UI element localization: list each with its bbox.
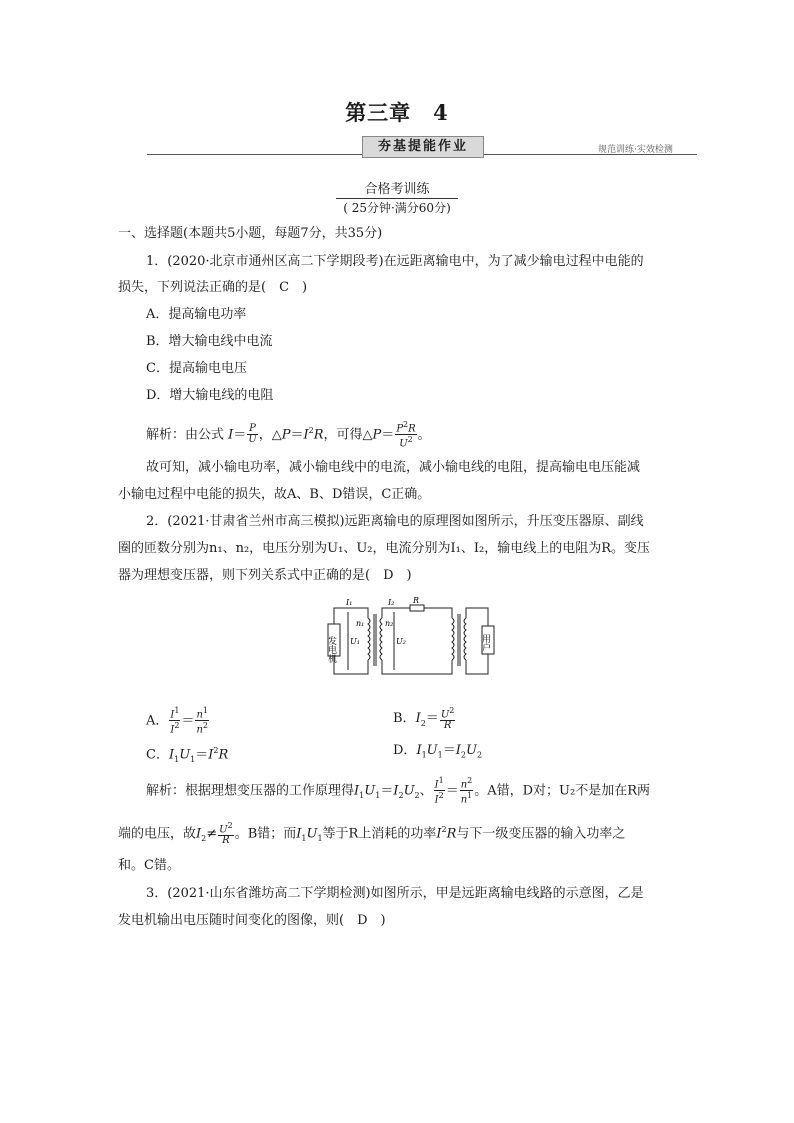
resistor [410, 605, 424, 611]
q3-stem-2: 发电机输出电压随时间变化的图像，则( D ) [118, 913, 386, 928]
q2-analysis-2: 端的电压，故$I_2\ne$ $\frac{U^2}{R}$ 。B错；而$I_1U_1$等于R上消耗的功率$I^2R$与下一级变压器的输入功率之 [118, 821, 626, 847]
q1-conclusion-1: 故可知，减小输电功率，减小输电线中的电流，减小输电线的电阻，提高输电电压能减 [146, 460, 641, 475]
banner: 夯基提能作业 [362, 136, 484, 158]
q1-conclusion-2: 小输电过程中电能的损失，故A、B、D错误，C正确。 [118, 487, 431, 502]
svg-text:用户: 用户 [480, 634, 490, 652]
chapter-title: 第三章 4 [345, 100, 449, 125]
q2-option-c: C．$I_1U_1=I^2R$ [146, 746, 229, 764]
q2-stem-3: 器为理想变压器，则下列关系式中正确的是( D ) [118, 568, 412, 583]
svg-text:U₁: U₁ [350, 637, 360, 646]
svg-text:n₂: n₂ [385, 619, 394, 628]
q1-option-a: A．提高输电功率 [146, 307, 247, 322]
q2-option-a: A． $\frac{I^1}{I^2}$ ＝ $\frac{n^1}{n^2}$ [146, 706, 208, 736]
svg-text:U₂: U₂ [396, 637, 406, 646]
q1-option-c: C．提高输电电压 [146, 361, 247, 376]
svg-text:I₂: I₂ [388, 598, 395, 607]
q3-stem-1: 3．(2021·山东省潍坊高二下学期检测)如图所示，甲是远距离输电线路的示意图，乙是 [146, 886, 644, 901]
part-heading: 一、选择题(本题共5小题，每题7分，共35分) [118, 226, 383, 241]
q1-stem-2: 损失，下列说法正确的是( C ) [118, 280, 308, 295]
svg-text:I₁: I₁ [346, 598, 353, 607]
q1-option-b: B．增大输电线中电流 [146, 334, 273, 349]
q2-option-d: D．$I_1U_1=I_2U_2$ [393, 743, 483, 760]
q2-analysis-3: 和。C错。 [118, 858, 180, 873]
q2-analysis-1: 解析：根据理想变压器的工作原理得$I_1U_1=I_2U_2$、 $\frac{I^1}{I^2}$ ＝ $\frac{n^2}{n^1}$ 。A错，D对；U₂不是加在R两 [146, 776, 651, 806]
banner-right: 规范训练·实效检测 [598, 145, 673, 155]
q1-stem-1: 1．(2020·北京市通州区高二下学期段考)在远距离输电中，为了减少输电过程中电能的 [146, 254, 644, 269]
svg-text:R: R [413, 596, 420, 605]
svg-text:n₁: n₁ [356, 619, 365, 628]
q1-analysis: 解析：由公式 I＝ $\frac{P}{U}$ ，$\triangle P=I^2R$，可得△P＝ $\frac{P^2R}{U^2}$ 。 [146, 420, 431, 450]
section-title: 合格考训练 [0, 178, 794, 199]
q2-stem-1: 2．(2021·甘肃省兰州市高三模拟)远距离输电的原理图如图所示，升压变压器原、副线 [146, 514, 644, 529]
circuit-diagram [328, 596, 498, 682]
svg-text:发电机: 发电机 [326, 636, 336, 663]
q2-option-b: B．$I_2=$ $\frac{U^2}{R}$ [393, 706, 455, 732]
q1-option-d: D．增大输电线的电阻 [146, 388, 274, 403]
section-time: ( 25分钟·满分60分) [343, 201, 451, 215]
q2-stem-2: 圈的匝数分别为n₁、n₂，电压分别为U₁、U₂，电流分别为I₁、I₂，输电线上的电阻为R。变压 [118, 541, 650, 556]
